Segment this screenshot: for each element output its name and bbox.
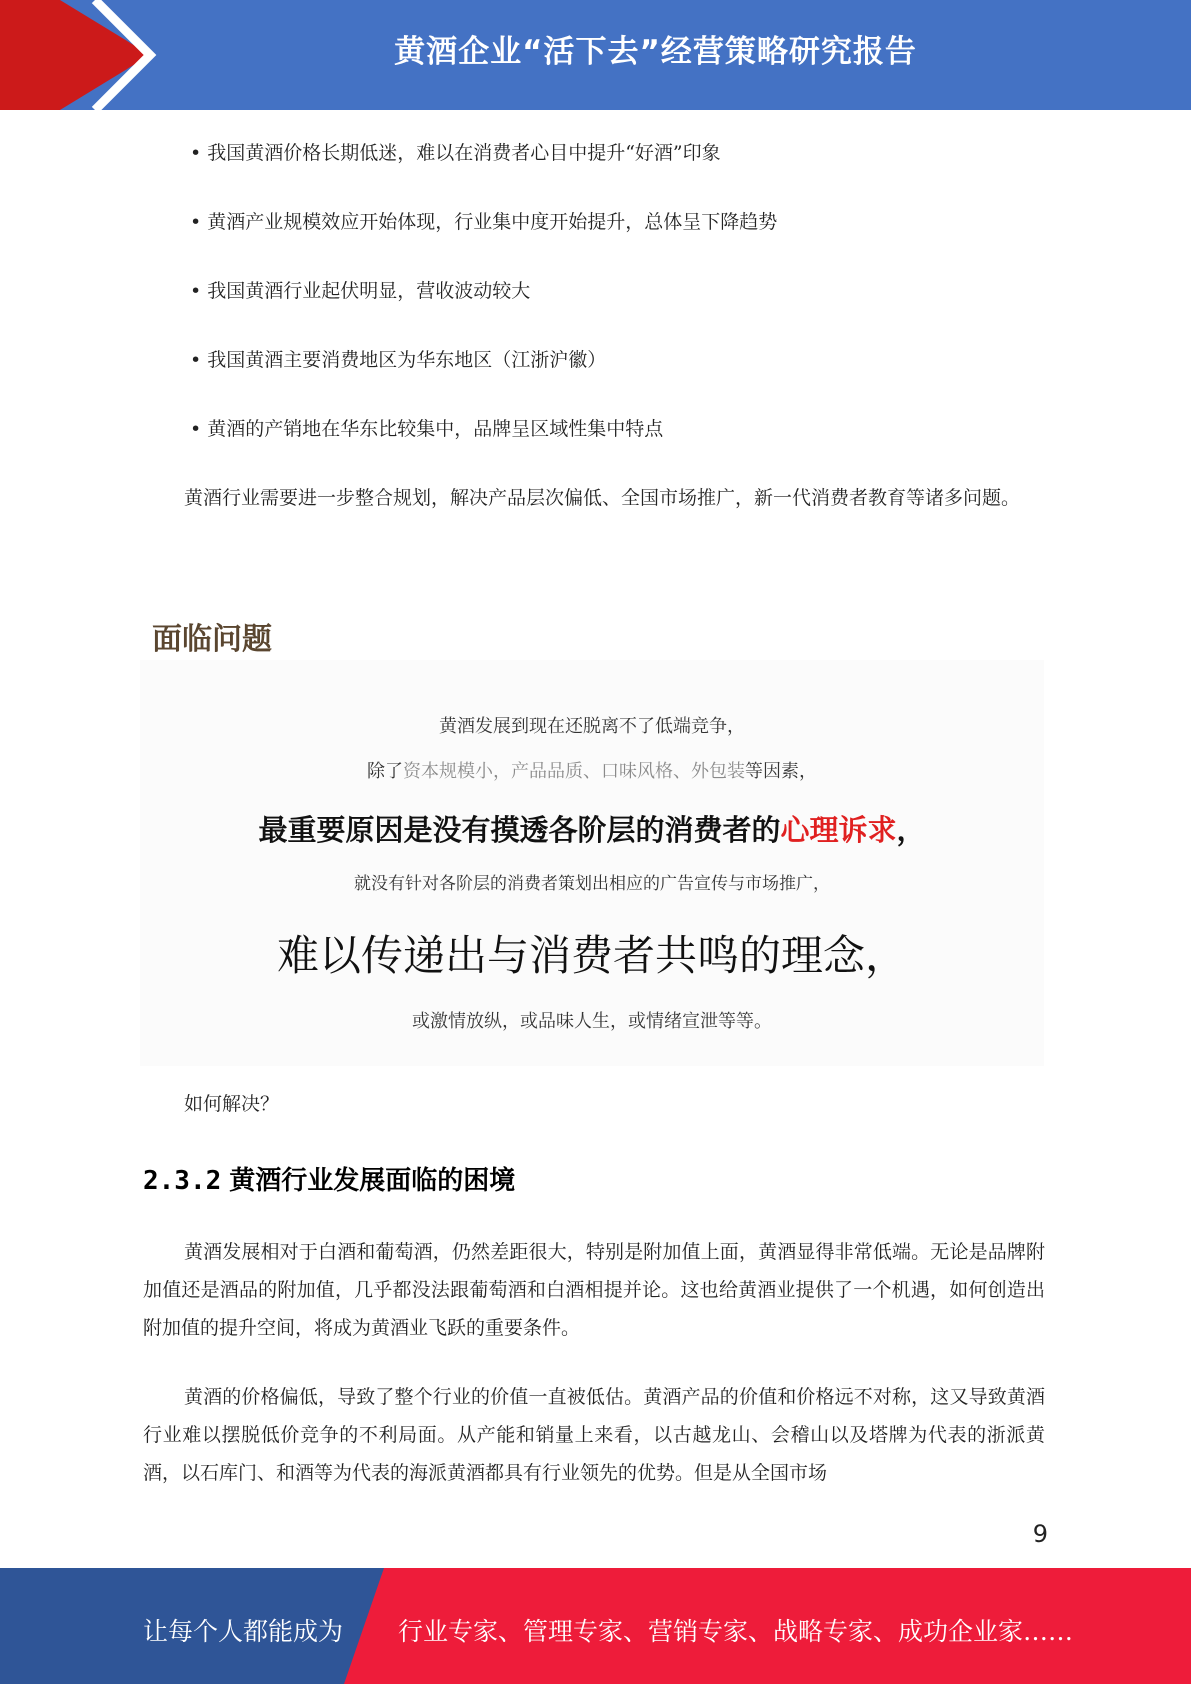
bullet-marker: •	[190, 211, 202, 233]
report-title: 黄酒企业“活下去”经营策略研究报告	[394, 34, 917, 70]
bullet-text: 黄酒产业规模效应开始体现，行业集中度开始提升，总体呈下降趋势	[207, 211, 778, 233]
figure-line	[140, 757, 1044, 783]
footer-slogan-left: 让每个人都能成为	[143, 1617, 344, 1646]
figure-text: ，	[896, 813, 926, 847]
figure-line: 或激情放纵，或品味人生，或情绪宣泄等等。	[412, 1011, 772, 1032]
problem-figure	[140, 604, 1044, 1066]
bullet-marker: •	[190, 418, 202, 440]
paragraph-integration: 黄酒行业需要进一步整合规划，解决产品层次偏低、全国市场推广，新一代消费者教育等诸多问题。	[184, 487, 1021, 509]
section-title: 黄酒行业发展面临的困境	[229, 1166, 516, 1196]
footer-slogan-right: 行业专家、管理专家、营销专家、战略专家、成功企业家……	[398, 1617, 1074, 1646]
section-number: 2.3.2	[143, 1166, 222, 1196]
figure-line: 黄酒发展到现在还脱离不了低端竞争，	[439, 716, 745, 737]
figure-text-gray: 资本规模小，产品品质、口味风格、外包装	[403, 761, 745, 782]
page-header	[0, 0, 1191, 110]
paragraph-added-value: 黄酒发展相对于白酒和葡萄酒，仍然差距很大，特别是附加值上面，黄酒显得非常低端。无论是品牌附加值还是酒品的附加值，几乎都没法跟葡萄酒和白酒相提并论。这也给黄酒业提供了一个机遇，如何创造出附加值的提升空间，将成为黄酒业飞跃的重要条件。	[143, 1241, 1045, 1339]
page-footer	[0, 1568, 1191, 1684]
bullet-item	[190, 345, 606, 372]
bullet-marker: •	[190, 349, 202, 371]
bullet-text: 我国黄酒价格长期低迷，难以在消费者心目中提升“好酒”印象	[207, 142, 721, 164]
bullet-marker: •	[190, 280, 202, 302]
figure-text-highlight: 心理诉求	[780, 813, 897, 847]
page-number: 9	[1032, 1520, 1048, 1548]
bullet-item	[190, 138, 721, 165]
bullet-text: 我国黄酒主要消费地区为华东地区（江浙沪徽）	[207, 349, 607, 371]
figure-large-line: 难以传递出与消费者共鸣的理念，	[276, 931, 907, 980]
figure-text: 等因素，	[745, 761, 817, 782]
figure-text: 最重要原因是没有摸透各阶层的消费者的	[258, 813, 781, 847]
question-line: 如何解决？	[184, 1093, 280, 1115]
figure-text: 除了	[367, 761, 403, 782]
figure-emphasis-line	[140, 808, 1044, 849]
bullet-item	[190, 207, 777, 234]
bullet-item	[190, 414, 663, 441]
figure-title: 面临问题	[152, 622, 272, 657]
figure-line: 就没有针对各阶层的消费者策划出相应的广告宣传与市场推广，	[354, 874, 830, 894]
paragraph-pricing: 黄酒的价格偏低，导致了整个行业的价值一直被低估。黄酒产品的价值和价格远不对称，这又导致黄酒行业难以摆脱低价竞争的不利局面。从产能和销量上来看，以古越龙山、会稽山以及塔牌为代表的浙派黄酒，以石库门、和酒等为代表的海派黄酒都具有行业领先的优势。但是从全国市场	[143, 1386, 1045, 1484]
section-heading	[143, 1160, 515, 1197]
bullet-text: 我国黄酒行业起伏明显，营收波动较大	[207, 280, 531, 302]
bullet-item	[190, 276, 530, 303]
bullet-text: 黄酒的产销地在华东比较集中，品牌呈区域性集中特点	[207, 418, 664, 440]
bullet-marker: •	[190, 142, 202, 164]
